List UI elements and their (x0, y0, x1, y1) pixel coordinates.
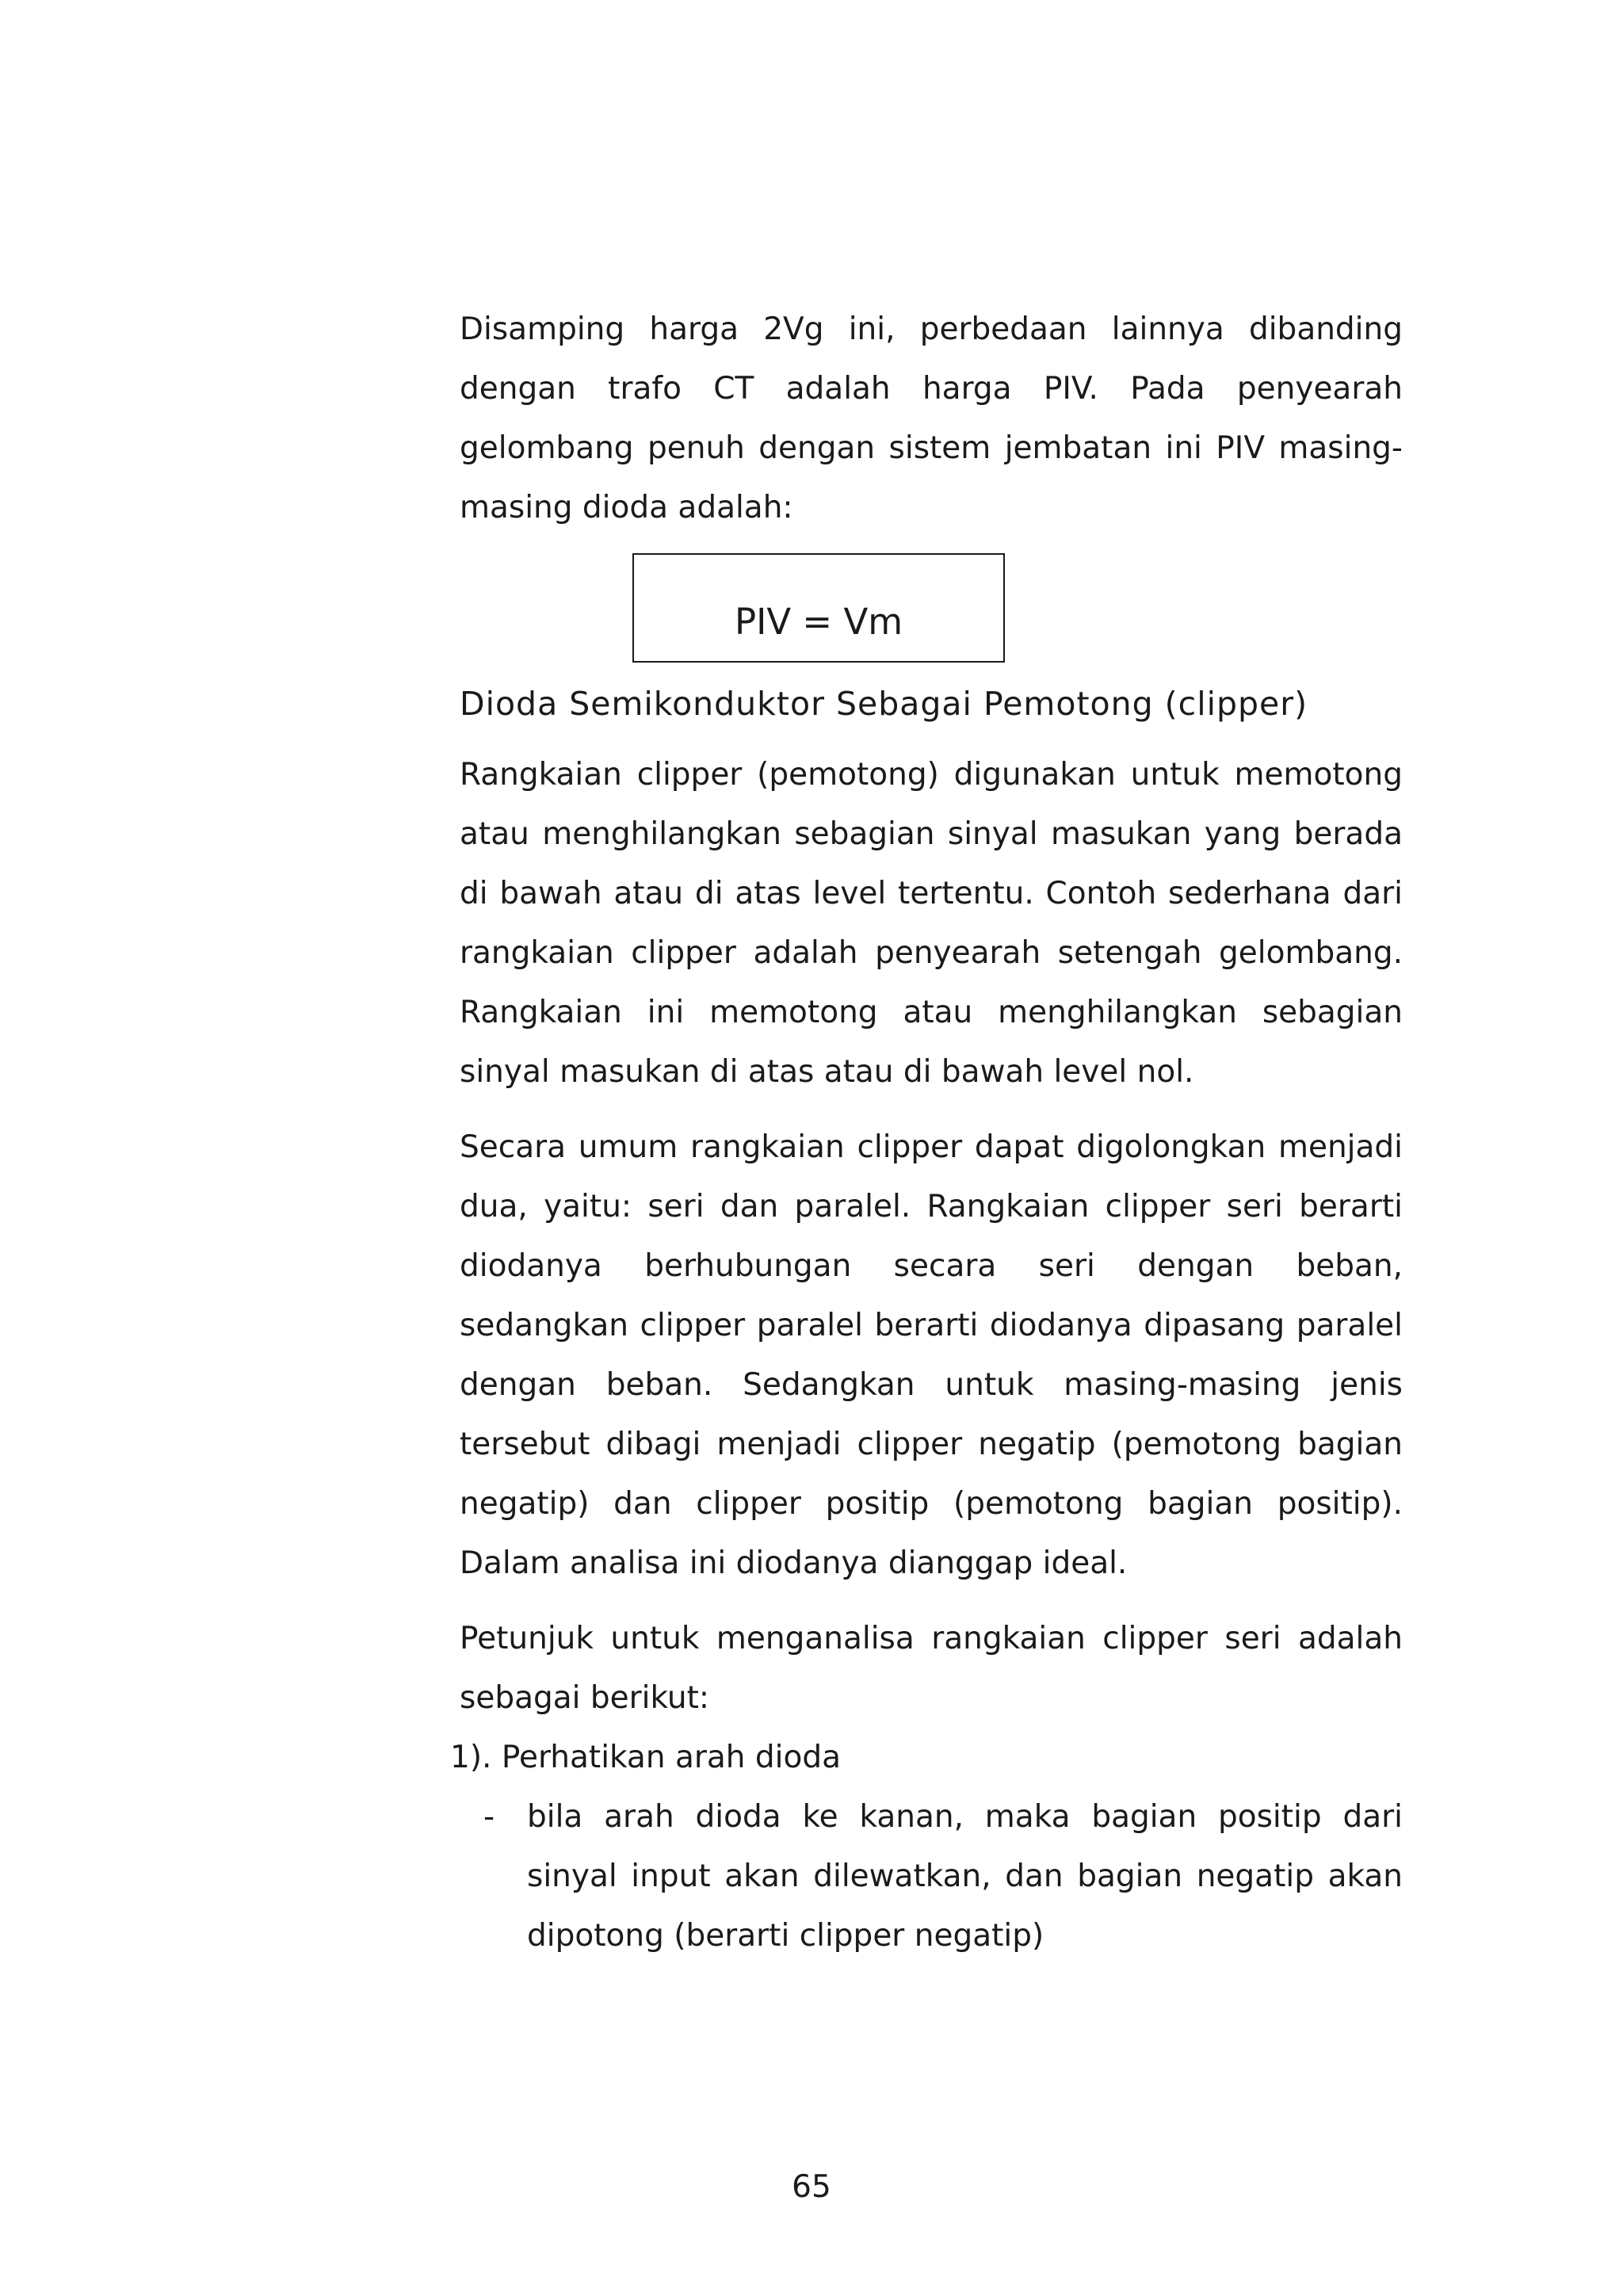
dash-bullet: - (483, 1799, 495, 1835)
formula-box (632, 553, 1005, 663)
body-paragraph-3: Petunjuk untuk menganalisa rangkaian clipper seri adalah sebagai berikut: (460, 1621, 1403, 1716)
section-heading: Dioda Semikonduktor Sebagai Pemotong (clipper) (460, 685, 1308, 723)
body-paragraph-1: Rangkaian clipper (pemotong) digunakan untuk memotong atau menghilangkan sebagian sinyal masukan yang berada di bawah atau di atas level tertentu. Contoh sederhana dari rangkaian clipper adalah penyearah setengah gelombang. Rangkaian ini memotong atau menghilangkan sebagian sinyal masukan di atas atau di bawah level nol. (460, 757, 1403, 1090)
page-content (450, 300, 1403, 1966)
body-paragraph-2: Secara umum rangkaian clipper dapat digolongkan menjadi dua, yaitu: seri dan paralel. Rangkaian clipper seri berarti diodanya berhubungan secara seri dengan beban, sedangkan clipper paralel berarti diodanya dipasang paralel dengan beban. Sedangkan untuk masing-masing jenis tersebut dibagi menjadi clipper negatip (pemotong bagian negatip) dan clipper positip (pemotong bagian positip). Dalam analisa ini diodanya dianggap ideal. (460, 1129, 1403, 1581)
page-number: 65 (792, 2169, 831, 2205)
formula-text: PIV = Vm (734, 601, 903, 643)
formula-container (460, 553, 1403, 680)
paragraph-gap (460, 1102, 1403, 1117)
list-item-1: 1). Perhatikan arah dioda (450, 1740, 842, 1775)
list-subitem-1 (483, 1787, 1403, 1966)
paragraph-gap (460, 1593, 1403, 1609)
intro-paragraph: Disamping harga 2Vg ini, perbedaan lainnya dibanding dengan trafo CT adalah harga PIV. Pada penyearah gelombang penuh dengan sistem jembatan ini PIV masing-masing dioda adalah: (460, 311, 1403, 525)
list-subitem-text: bila arah dioda ke kanan, maka bagian positip dari sinyal input akan dilewatkan, dan bagian negatip akan dipotong (berarti clipper negatip) (527, 1799, 1403, 1954)
